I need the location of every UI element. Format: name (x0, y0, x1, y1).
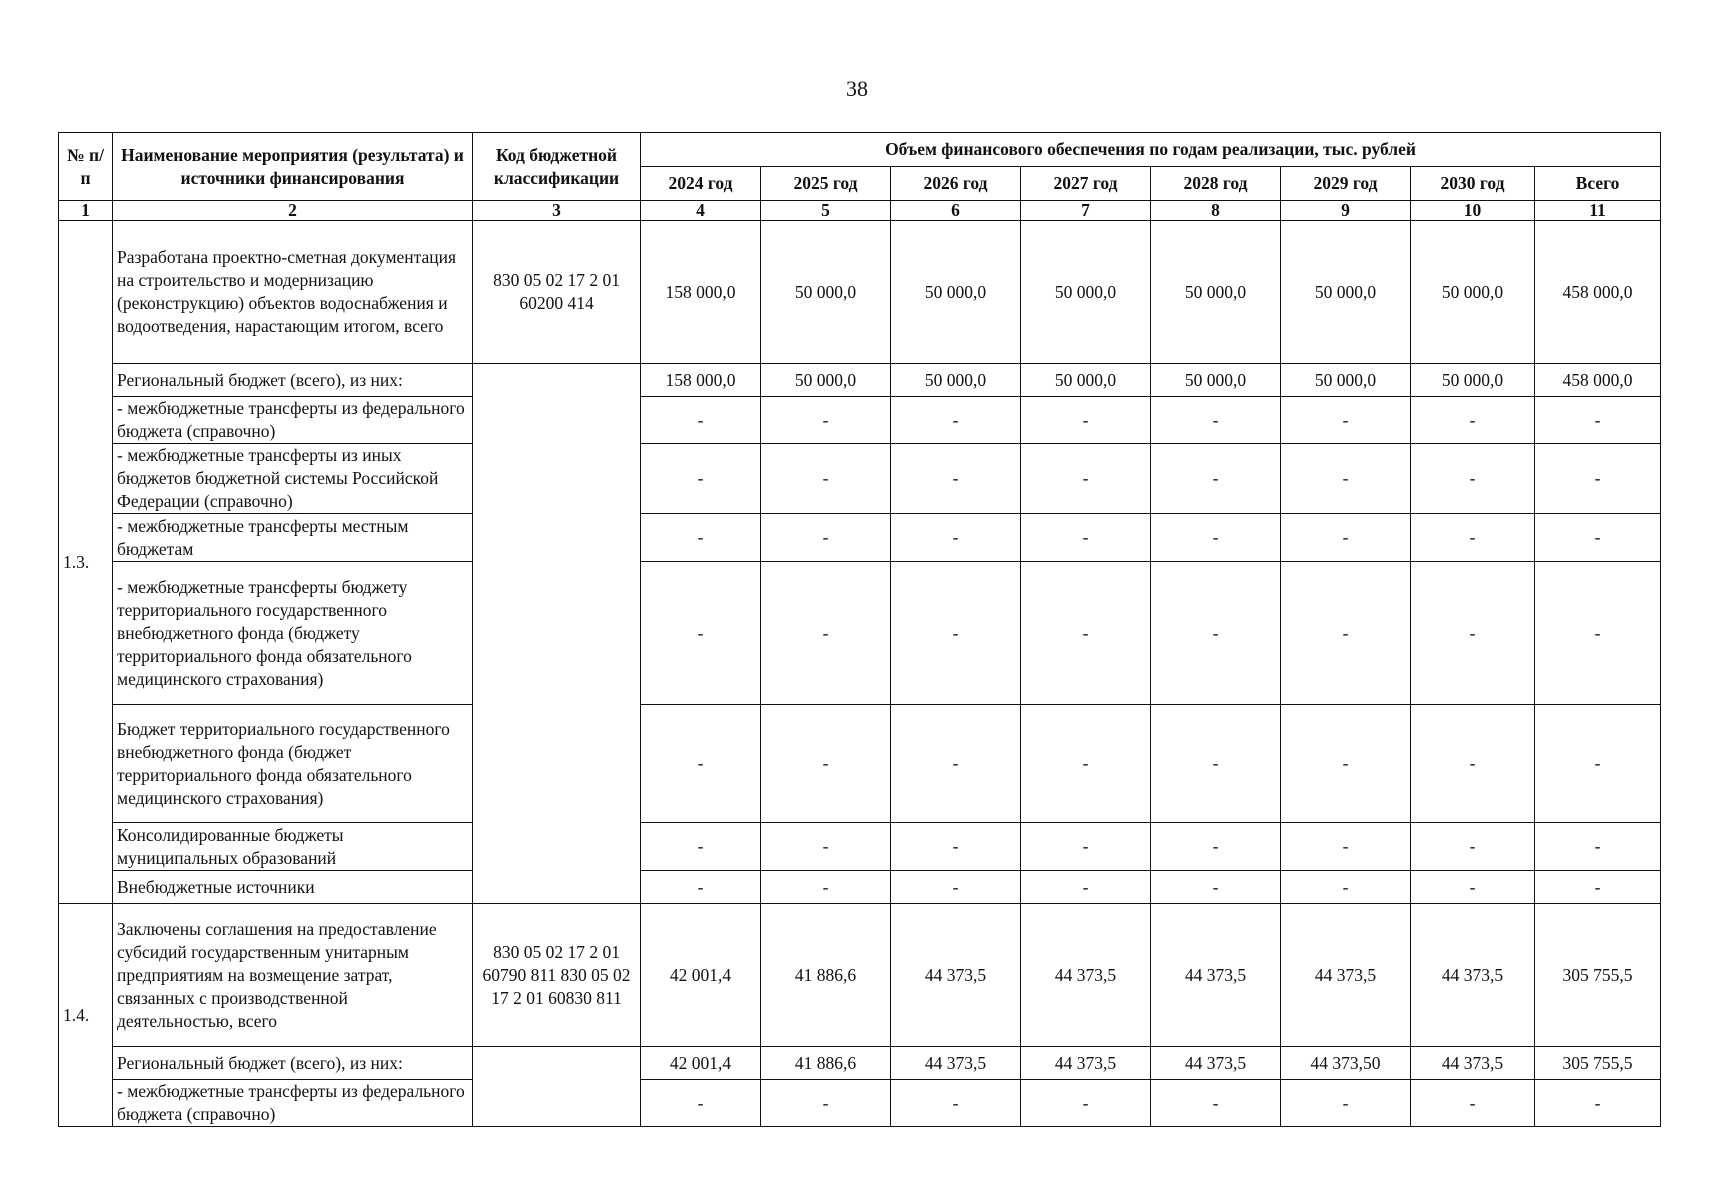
value-cell: 44 373,5 (1021, 904, 1151, 1047)
page-number: 38 (846, 76, 868, 101)
budget-code: 830 05 02 17 2 01 60200 414 (473, 221, 641, 364)
value-cell: - (891, 444, 1021, 514)
value-cell: 158 000,0 (641, 221, 761, 364)
column-number: 1 (59, 201, 113, 221)
value-cell: - (1021, 705, 1151, 823)
value-cell: - (891, 823, 1021, 871)
table-row (59, 562, 1661, 705)
value-cell: - (761, 397, 891, 444)
value-cell: - (1151, 1080, 1281, 1127)
value-total: - (1535, 1080, 1661, 1127)
value-cell: 44 373,5 (891, 1047, 1021, 1080)
table-header (59, 133, 1661, 201)
value-total: 305 755,5 (1535, 1047, 1661, 1080)
column-number: 9 (1281, 201, 1411, 221)
value-cell: - (1281, 823, 1411, 871)
header-num: № п/п (59, 133, 113, 201)
value-cell: - (641, 705, 761, 823)
value-cell: - (1411, 514, 1535, 562)
value-cell: 44 373,50 (1281, 1047, 1411, 1080)
value-cell: 44 373,5 (1151, 1047, 1281, 1080)
value-total: - (1535, 444, 1661, 514)
value-cell: 50 000,0 (1021, 364, 1151, 397)
table-row (59, 444, 1661, 514)
table-row (59, 1080, 1661, 1127)
value-cell: - (761, 823, 891, 871)
value-total: - (1535, 871, 1661, 904)
value-total: - (1535, 514, 1661, 562)
table-row (59, 823, 1661, 871)
value-total: 458 000,0 (1535, 364, 1661, 397)
header-year: 2030 год (1411, 167, 1535, 201)
header-year: 2025 год (761, 167, 891, 201)
financing-table (58, 132, 1661, 1127)
value-cell: - (1021, 444, 1151, 514)
row-name: Региональный бюджет (всего), из них: (113, 1047, 473, 1080)
value-cell: - (641, 444, 761, 514)
row-name: - межбюджетные трансферты местным бюджетам (113, 514, 473, 562)
value-total: - (1535, 705, 1661, 823)
value-cell: - (1411, 397, 1535, 444)
column-number: 2 (113, 201, 473, 221)
table-row-main (59, 221, 1661, 364)
value-cell: - (1151, 397, 1281, 444)
value-cell: 44 373,5 (1411, 904, 1535, 1047)
value-total: 458 000,0 (1535, 221, 1661, 364)
value-cell: 42 001,4 (641, 1047, 761, 1080)
value-cell: - (1411, 823, 1535, 871)
header-total: Всего (1535, 167, 1661, 201)
value-cell: 44 373,5 (1021, 1047, 1151, 1080)
value-cell: - (891, 514, 1021, 562)
value-cell: - (1021, 823, 1151, 871)
row-name: - межбюджетные трансферты бюджету территориального государственного внебюджетного фонда (бюджету территориального фонда обязательного медицинского страхования) (113, 562, 473, 705)
column-number: 6 (891, 201, 1021, 221)
value-cell: - (761, 444, 891, 514)
value-cell: - (1021, 871, 1151, 904)
table-row (59, 397, 1661, 444)
value-total: - (1535, 562, 1661, 705)
column-number: 4 (641, 201, 761, 221)
value-cell: - (1151, 823, 1281, 871)
value-cell: - (641, 1080, 761, 1127)
table-row (59, 364, 1661, 397)
value-cell: 50 000,0 (1411, 364, 1535, 397)
value-cell: - (1281, 397, 1411, 444)
value-cell: - (1281, 705, 1411, 823)
value-cell: - (1151, 514, 1281, 562)
value-cell: - (1281, 562, 1411, 705)
value-cell: 158 000,0 (641, 364, 761, 397)
value-cell: - (1411, 871, 1535, 904)
table-body (59, 201, 1661, 1127)
value-cell: 50 000,0 (1151, 364, 1281, 397)
row-name: Разработана проектно-сметная документация на строительство и модернизацию (реконструкцию) объектов водоснабжения и водоотведения, нарастающим итогом, всего (113, 221, 473, 364)
table-row (59, 514, 1661, 562)
header-name: Наименование мероприятия (результата) и источники финансирования (113, 133, 473, 201)
value-cell: 50 000,0 (761, 221, 891, 364)
value-cell: - (891, 397, 1021, 444)
row-name: - межбюджетные трансферты из федерального бюджета (справочно) (113, 1080, 473, 1127)
column-number: 7 (1021, 201, 1151, 221)
value-cell: - (761, 705, 891, 823)
header-year: 2026 год (891, 167, 1021, 201)
value-cell: - (1281, 444, 1411, 514)
table-row (59, 705, 1661, 823)
row-name: Консолидированные бюджеты муниципальных образований (113, 823, 473, 871)
row-name: - межбюджетные трансферты из федерального бюджета (справочно) (113, 397, 473, 444)
value-cell: 50 000,0 (1151, 221, 1281, 364)
value-cell: - (1021, 514, 1151, 562)
value-total: 305 755,5 (1535, 904, 1661, 1047)
value-cell: - (761, 1080, 891, 1127)
value-cell: 50 000,0 (1281, 364, 1411, 397)
value-cell: - (1411, 705, 1535, 823)
header-year: 2029 год (1281, 167, 1411, 201)
value-cell: - (641, 562, 761, 705)
value-cell: - (1151, 562, 1281, 705)
value-cell: - (761, 514, 891, 562)
value-cell: - (1411, 1080, 1535, 1127)
value-cell: - (891, 1080, 1021, 1127)
value-cell: 50 000,0 (1411, 221, 1535, 364)
value-cell: - (1281, 1080, 1411, 1127)
value-cell: - (761, 871, 891, 904)
column-number: 11 (1535, 201, 1661, 221)
header-year: 2028 год (1151, 167, 1281, 201)
value-cell: 50 000,0 (1281, 221, 1411, 364)
header-year: 2027 год (1021, 167, 1151, 201)
value-cell: 42 001,4 (641, 904, 761, 1047)
row-index: 1.4. (59, 904, 113, 1127)
value-cell: 50 000,0 (891, 221, 1021, 364)
header-code: Код бюджетной классификации (473, 133, 641, 201)
value-cell: - (891, 871, 1021, 904)
value-cell: - (1151, 871, 1281, 904)
value-cell: - (641, 823, 761, 871)
value-cell: - (1411, 444, 1535, 514)
table-row (59, 871, 1661, 904)
value-cell: 44 373,5 (1411, 1047, 1535, 1080)
row-name: Региональный бюджет (всего), из них: (113, 364, 473, 397)
value-cell: - (1151, 705, 1281, 823)
header-volume: Объем финансового обеспечения по годам реализации, тыс. рублей (641, 133, 1661, 167)
value-cell: 41 886,6 (761, 1047, 891, 1080)
value-cell: 44 373,5 (1151, 904, 1281, 1047)
value-cell: - (641, 514, 761, 562)
row-index: 1.3. (59, 221, 113, 904)
column-number: 8 (1151, 201, 1281, 221)
table-row (59, 1047, 1661, 1080)
value-cell: - (1151, 444, 1281, 514)
row-name: - межбюджетные трансферты из иных бюджетов бюджетной системы Российской Федерации (справочно) (113, 444, 473, 514)
value-cell: - (1281, 871, 1411, 904)
row-name: Бюджет территориального государственного внебюджетного фонда (бюджет территориального фонда обязательного медицинского страхования) (113, 705, 473, 823)
value-cell: - (641, 397, 761, 444)
row-name: Внебюджетные источники (113, 871, 473, 904)
column-number-row (59, 201, 1661, 221)
value-cell: - (891, 705, 1021, 823)
value-cell: 50 000,0 (1021, 221, 1151, 364)
value-cell: - (1021, 562, 1151, 705)
row-name: Заключены соглашения на предоставление субсидий государственным унитарным предприятиям на возмещение затрат, связанных с производственной деятельностью, всего (113, 904, 473, 1047)
value-cell: - (761, 562, 891, 705)
budget-code: 830 05 02 17 2 01 60790 811 830 05 02 17 2 01 60830 811 (473, 904, 641, 1047)
value-cell: - (1281, 514, 1411, 562)
value-total: - (1535, 823, 1661, 871)
column-number: 5 (761, 201, 891, 221)
value-cell: 44 373,5 (1281, 904, 1411, 1047)
value-cell: 41 886,6 (761, 904, 891, 1047)
value-cell: 50 000,0 (761, 364, 891, 397)
budget-code-empty (473, 1047, 641, 1127)
value-cell: - (1021, 1080, 1151, 1127)
value-total: - (1535, 397, 1661, 444)
budget-code-empty (473, 364, 641, 904)
value-cell: - (641, 871, 761, 904)
column-number: 10 (1411, 201, 1535, 221)
value-cell: 50 000,0 (891, 364, 1021, 397)
table-row-main (59, 904, 1661, 1047)
column-number: 3 (473, 201, 641, 221)
value-cell: - (891, 562, 1021, 705)
value-cell: 44 373,5 (891, 904, 1021, 1047)
header-year: 2024 год (641, 167, 761, 201)
value-cell: - (1021, 397, 1151, 444)
value-cell: - (1411, 562, 1535, 705)
